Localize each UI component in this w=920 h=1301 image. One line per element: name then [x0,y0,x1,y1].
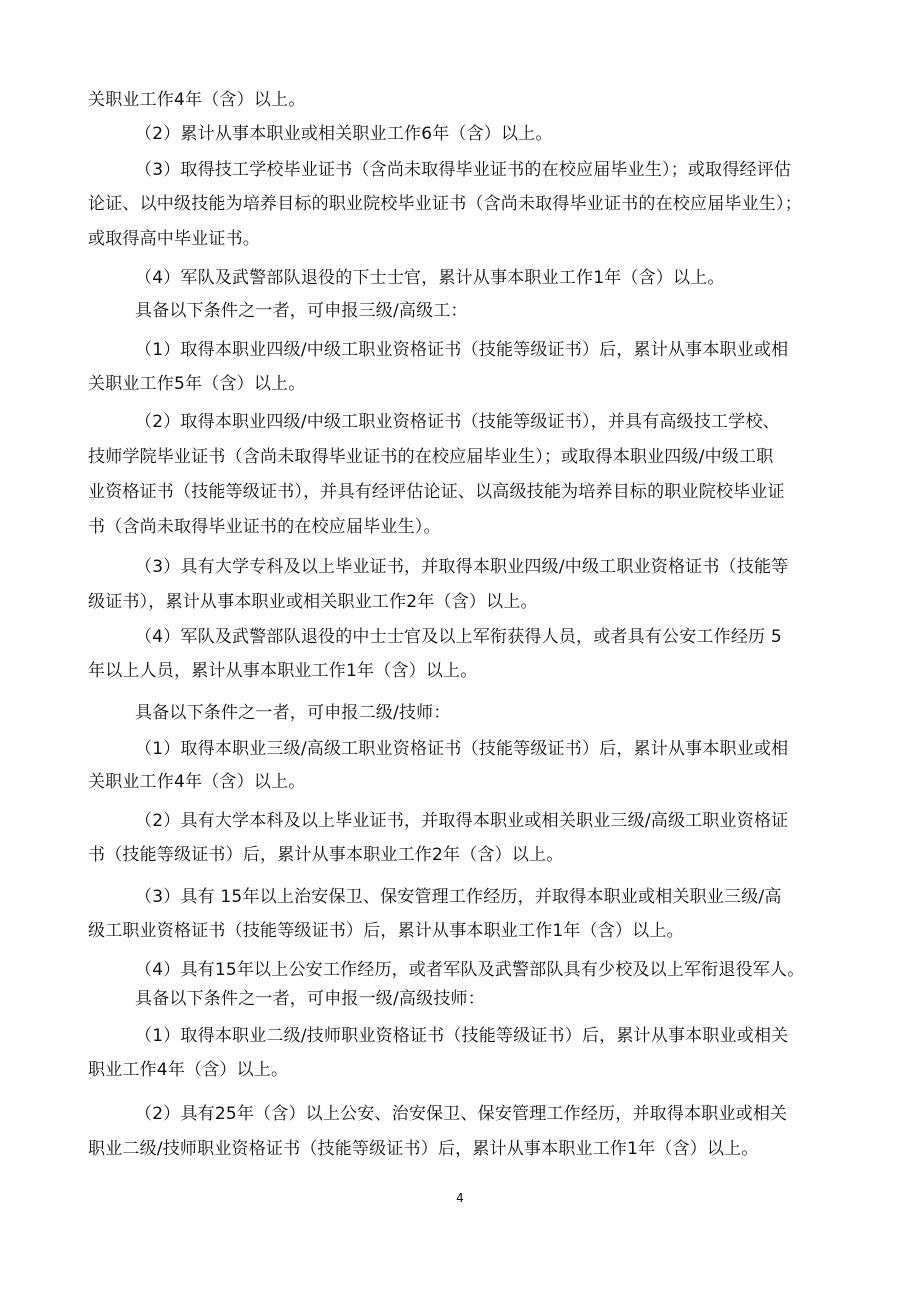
text-line-6: （4）军队及武警部队退役的下士士官，累计从事本职业工作1年（含）以上。 [135,268,725,288]
text-line-11: 技师学院毕业证书（含尚未取得毕业证书的在校应届毕业生）；或取得本职业四级/中级工职 [88,447,774,467]
text-line-30: 职业二级/技师职业资格证书（技能等级证书）后，累计从事本职业工作1年（含）以上。 [88,1139,759,1159]
text-line-4: 论证、以中级技能为培养目标的职业院校毕业证书（含尚未取得毕业证书的在校应届毕业生）； [88,194,802,214]
text-line-19: （1）取得本职业三级/高级工职业资格证书（技能等级证书）后，累计从事本职业或相 [135,739,789,759]
text-line-20: 关职业工作4年（含）以上。 [88,772,306,792]
text-line-12: 业资格证书（技能等级证书），并具有经评估论证、以高级技能为培养目标的职业院校毕业证 [88,482,785,502]
text-line-26: 具备以下条件之一者，可申报一级/高级技师： [135,989,485,1009]
text-line-17: 年以上人员，累计从事本职业工作1年（含）以上。 [88,661,478,681]
text-line-15: 级证书），累计从事本职业或相关职业工作2年（含）以上。 [88,592,538,612]
text-line-14: （3）具有大学专科及以上毕业证书，并取得本职业四级/中级工职业资格证书（技能等 [135,557,789,577]
text-line-21: （2）具有大学本科及以上毕业证书，并取得本职业或相关职业三级/高级工职业资格证 [135,811,789,831]
text-line-24: 级工职业资格证书（技能等级证书）后，累计从事本职业工作1年（含）以上。 [88,921,684,941]
text-line-2: （2）累计从事本职业或相关职业工作6年（含）以上。 [135,124,553,144]
text-line-25: （4）具有15年以上公安工作经历，或者军队及武警部队具有少校及以上军衔退役军人。 [135,960,805,980]
text-line-16: （4）军队及武警部队退役的中士士官及以上军衔获得人员，或者具有公安工作经历 5 [135,627,782,647]
text-line-9: 关职业工作5年（含）以上。 [88,374,306,394]
text-line-22: 书（技能等级证书）后，累计从事本职业工作2年（含）以上。 [88,845,564,865]
text-line-27: （1）取得本职业二级/技师职业资格证书（技能等级证书）后，累计从事本职业或相关 [135,1026,789,1046]
text-line-5: 或取得高中毕业证书。 [88,229,260,249]
text-line-8: （1）取得本职业四级/中级工职业资格证书（技能等级证书）后，累计从事本职业或相 [135,340,789,360]
text-line-7: 具备以下条件之一者，可申报三级/高级工： [135,301,468,321]
text-line-29: （2）具有25年（含）以上公安、治安保卫、保安管理工作经历，并取得本职业或相关 [135,1104,788,1124]
text-line-28: 职业工作4年（含）以上。 [88,1060,289,1080]
text-line-13: 书（含尚未取得毕业证书的在校应届毕业生）。 [88,517,441,537]
text-line-1: 关职业工作4年（含）以上。 [88,90,306,110]
text-line-3: （3）取得技工学校毕业证书（含尚未取得毕业证书的在校应届毕业生）；或取得经评估 [135,160,792,180]
text-line-10: （2）取得本职业四级/中级工职业资格证书（技能等级证书），并具有高级技工学校、 [135,412,780,432]
page-number: 4 [456,1191,464,1205]
text-line-23: （3）具有 15年以上治安保卫、保安管理工作经历，并取得本职业或相关职业三级/高 [135,887,782,907]
text-line-18: 具备以下条件之一者，可申报二级/技师： [135,703,451,723]
